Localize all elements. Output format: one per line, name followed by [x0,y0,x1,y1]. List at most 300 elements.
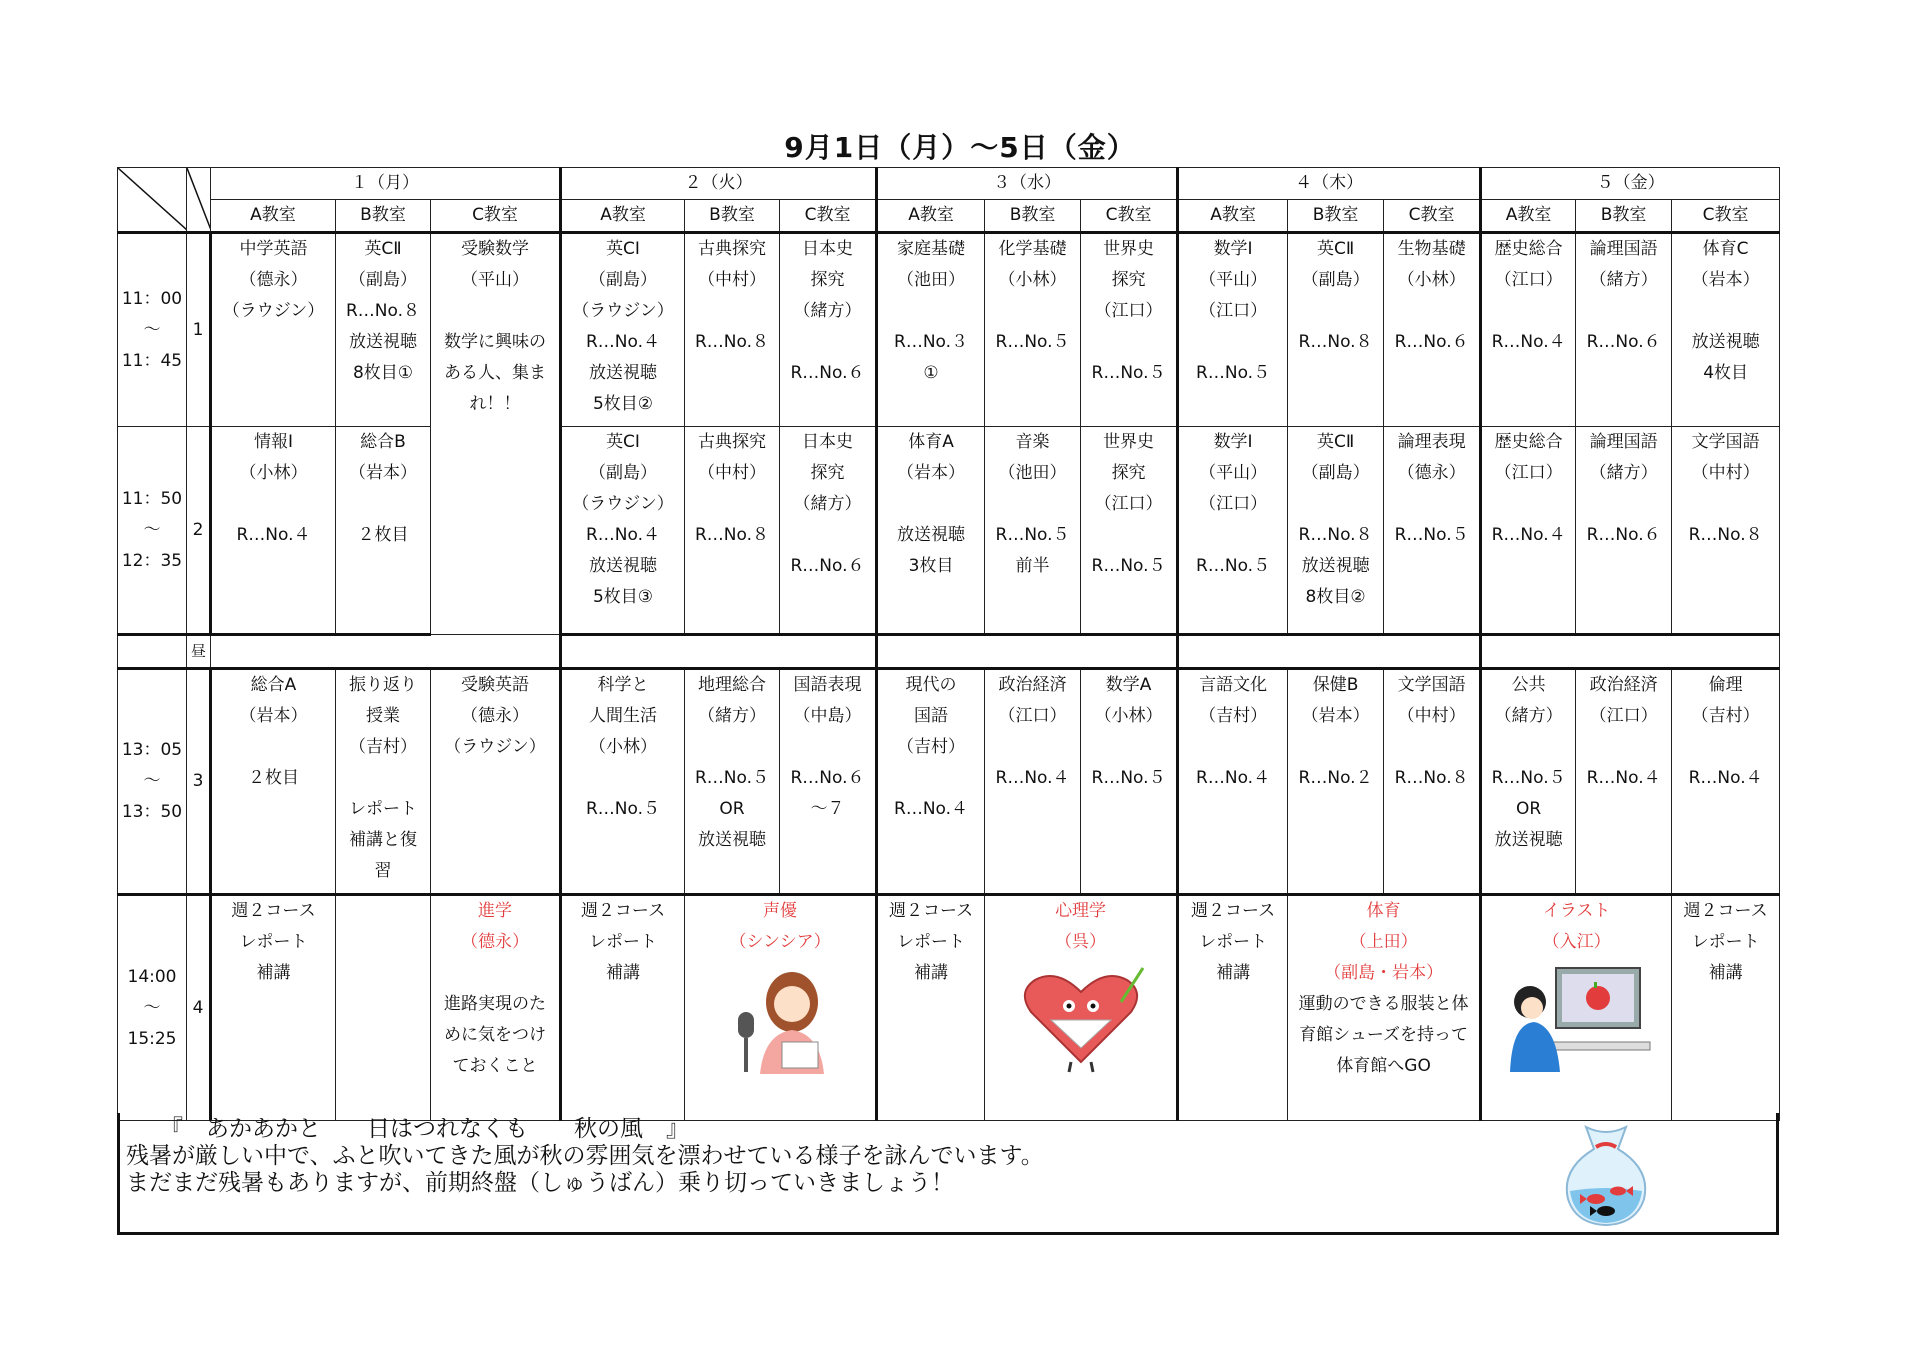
class-cell [431,669,561,895]
goldfish-bag-icon [1556,1119,1656,1229]
cell-line: （小林） [1094,706,1163,726]
cell-line: 英CⅠ [606,239,640,259]
cell-line [1179,520,1287,551]
cell-line [878,763,984,794]
class-cell [780,427,877,635]
cell-line: 数学Ⅰ [1213,239,1253,259]
room-header: C教室 [431,200,561,233]
cell-line: 科学と [597,675,649,695]
room-header: A教室 [877,200,985,233]
room-header: A教室 [561,200,685,233]
cell-line: （江口） [1199,494,1268,514]
cell-line [562,763,684,794]
cell-line: 体育C [1702,239,1749,259]
cell-line: （吉村） [1199,706,1268,726]
illustrator-computer-icon [1502,962,1652,1074]
cell-line [685,732,779,763]
cell-line: 現代の [905,675,957,695]
class-cell [877,669,985,895]
cell-line: （緒方） [793,301,862,321]
cell-line: レポート [1199,932,1268,952]
cell-line: （小林） [1397,270,1466,290]
cell-line: 音楽 [1015,432,1050,452]
cell-line [985,489,1080,520]
cell-line: 歴史総合 [1494,239,1563,259]
cell-line [1482,296,1575,327]
event-cell-shinrigaku [985,895,1178,1121]
cell-line: R…No.５ [1196,556,1271,576]
message-line: 残暑が厳しい中で、ふと吹いてきた風が秋の雰囲気を漂わせている様子を詠んでいます。 [126,1143,1044,1169]
cell-line: R…No.２ [1298,768,1373,788]
cell-line: 週２コース [231,901,316,921]
cell-line: 文学国語 [1397,675,1466,695]
cell-line: 補講 [606,963,641,983]
event-teacher: （上田） [1349,932,1418,952]
cell-line: （中村） [1691,463,1760,483]
class-cell [561,233,685,427]
cell-line: 放送視聴 [1691,332,1760,352]
lunch-label: 昼 [187,635,211,669]
cell-line [336,489,430,520]
class-cell [685,427,780,635]
class-cell [211,233,336,427]
period-number: 4 [187,895,211,1121]
cell-line [780,732,875,763]
cell-line: 前半 [1015,556,1050,576]
corner-diagonal-icon [118,168,187,230]
cell-line: 補講 [1708,963,1743,983]
cell-line [1576,732,1671,763]
corner-diagonal-icon [187,168,211,230]
cell-line: 8枚目① [352,363,414,383]
cell-line: （江口） [1494,463,1563,483]
cell-line [1179,327,1287,358]
class-cell [561,669,685,895]
lunch-cell [877,635,1178,669]
cell-line: （江口） [1094,301,1163,321]
class-cell [1081,233,1178,427]
cell-line: （德永） [1397,463,1466,483]
cell-line: （副島） [589,463,658,483]
cell-line: （中村） [1397,706,1466,726]
cell-line: 英CⅠ [606,432,640,452]
cell-line: （緒方） [1589,463,1658,483]
cell-line: R…No.４ [585,332,661,352]
cell-line: 5枚目③ [592,587,654,607]
room-header: A教室 [1178,200,1288,233]
time-line: ～ [143,519,161,540]
cell-line [1179,732,1287,763]
cell-line [212,489,335,520]
cell-line: （副島） [1301,463,1370,483]
day-header: １（月） [211,168,561,200]
event-note: 進路実現のために気をつけておくこと [444,994,546,1076]
message-line: まだまだ残暑もありますが、前期終盤（しゅうばん）乗り切っていきましょう！ [126,1170,954,1196]
cell-line [1081,520,1176,551]
lunch-cell [561,635,877,669]
cell-line [1081,732,1176,763]
cell-line: 受験英語 [461,675,529,695]
class-cell [1288,233,1384,427]
cell-line: 受験数学 [461,239,529,259]
cell-line: 3枚目 [908,556,954,576]
cell-line: 探究 [1111,270,1146,290]
cell-line: 補講 [256,963,291,983]
cell-line: 探究 [1111,463,1146,483]
lunch-cell [1481,635,1780,669]
cell-line: R…No.８ [694,332,770,352]
cell-line: 探究 [810,270,845,290]
room-header: B教室 [336,200,431,233]
period-time [118,669,187,895]
heart-character-icon [1011,962,1151,1074]
cell-line: 国語表現 [793,675,862,695]
corner-cell-narrow [187,168,211,233]
room-header: B教室 [685,200,780,233]
event-cell-seiyu [685,895,877,1121]
cell-line: （平山） [1199,270,1268,290]
cell-line [336,763,430,794]
event-teacher: （入江） [1542,932,1611,952]
class-cell [1481,669,1576,895]
event-cell-taiiku [1288,895,1481,1121]
cell-line: （江口） [1094,494,1163,514]
cell-line: 言語文化 [1199,675,1268,695]
class-cell [1178,233,1288,427]
cell-line: R…No.４ [1196,768,1271,788]
cell-line [878,296,984,327]
cell-line: R…No.８ [1298,332,1373,352]
room-header: A教室 [1481,200,1576,233]
cell-line: 国語 [914,706,949,726]
cell-line [878,489,984,520]
cell-line: 週２コース [1191,901,1276,921]
cell-line: 週２コース [580,901,666,921]
empty-cell [336,895,431,1121]
cell-line: （岩本） [1301,706,1370,726]
cell-line: R…No.５ [1091,363,1166,383]
cell-line [1672,489,1779,520]
class-cell [336,427,431,635]
class-cell [1384,669,1481,895]
cell-line: （ラウジン） [572,301,674,321]
cell-line: （副島） [1301,270,1370,290]
cell-line [1482,489,1575,520]
cell-line [1288,732,1383,763]
day-header: ５（金） [1481,168,1780,200]
class-cell [685,233,780,427]
cell-line: ～７ [810,799,845,819]
cell-line: R…No.４ [1586,768,1661,788]
lunch-cell [1178,635,1481,669]
cell-line: R…No.４ [894,799,969,819]
cell-line: （緒方） [1494,706,1563,726]
cell-line: レポート [239,932,308,952]
cell-line: 5枚目② [592,394,654,414]
class-cell [211,669,336,895]
cell-line: 政治経済 [998,675,1067,695]
time-line: 11：00 [121,288,183,309]
cell-line: レポート [1691,932,1760,952]
cell-line: （緒方） [1589,270,1658,290]
cell-line: （江口） [1494,270,1563,290]
day-header: ４（木） [1178,168,1481,200]
cell-line: 家庭基礎 [897,239,966,259]
cell-line: 総合A [250,675,297,695]
class-cell [1672,233,1780,427]
cell-line: （小林） [589,737,658,757]
cell-line: 補講と復 [349,830,417,850]
period-time [118,895,187,1121]
corner-cell [118,168,187,233]
cell-line: R…No.８ [1688,525,1763,545]
cell-line: OR [1516,799,1542,819]
cell-line: 放送視聴 [1301,556,1370,576]
cell-line: R…No.５ [995,332,1070,352]
cell-line: 放送視聴 [897,525,966,545]
cell-line: （池田） [998,463,1067,483]
cell-line: R…No.４ [1688,768,1763,788]
cell-line [1576,296,1671,327]
cell-line [1384,296,1479,327]
cell-line: R…No.６ [790,363,865,383]
class-cell [211,427,336,635]
voice-actor-icon [720,962,840,1074]
cell-line: R…No.３ [894,332,969,352]
cell-line [985,732,1080,763]
cell-line [685,489,779,520]
cell-line: （平山） [461,270,529,290]
cell-line: （平山） [1199,463,1268,483]
cell-line [1672,296,1779,327]
timetable [117,167,1780,1121]
cell-line: れ！！ [469,394,521,414]
cell-line: 倫理 [1708,675,1743,695]
room-header: C教室 [780,200,877,233]
cell-line: 週２コース [888,901,974,921]
cell-line: （岩本） [239,706,308,726]
cell-line: 授業 [366,706,400,726]
cell-line: 歴史総合 [1494,432,1563,452]
cell-line: 保健B [1312,675,1359,695]
cell-line: （德永） [461,706,529,726]
cell-line: 人間生活 [589,706,658,726]
period-number: 1 [187,233,211,427]
cell-line: R…No.４ [995,768,1070,788]
cell-line: 放送視聴 [589,556,658,576]
cell-line: 補講 [1216,963,1251,983]
cell-line: 英CⅡ [1316,432,1355,452]
cell-line: （ラウジン） [572,494,674,514]
cell-line: R…No.５ [1491,768,1566,788]
cell-line: 探究 [810,463,845,483]
cell-line: 数学に興味の [444,332,546,352]
class-cell [985,427,1081,635]
cell-line: （副島） [349,270,417,290]
class-cell [1481,427,1576,635]
event-teacher2: （副島・岩本） [1324,963,1444,983]
cell-line: R…No.４ [236,525,311,545]
period-number: 2 [187,427,211,635]
class-cell [561,427,685,635]
period-time [118,233,187,427]
event-note: 運動のできる服装と体育館シューズを持って体育館へGO [1298,994,1469,1076]
class-cell [1178,427,1288,635]
class-cell [685,669,780,895]
event-teacher: （呉） [1055,932,1107,952]
cell-line: R…No.８ [1394,768,1469,788]
class-cell [985,669,1081,895]
class-cell [1178,669,1288,895]
class-cell [1384,427,1481,635]
cell-line: R…No.５ [585,799,661,819]
cell-line: 4枚目 [1703,363,1749,383]
cell-line [1288,296,1383,327]
cell-line: （ラウジン） [444,737,546,757]
cell-line [1384,489,1479,520]
room-header: C教室 [1672,200,1780,233]
time-line: 12：35 [121,550,183,571]
cell-line [685,296,779,327]
cell-line: R…No.５ [694,768,770,788]
class-cell [1576,427,1672,635]
event-title: 声優 [763,901,798,921]
cell-line: ２枚目 [248,768,299,788]
class-cell [1672,669,1780,895]
cell-line: （江口） [998,706,1067,726]
cell-line: R…No.８ [1298,525,1373,545]
cell-line: 放送視聴 [349,332,417,352]
class-cell [877,233,985,427]
cell-line: 総合B [360,432,406,452]
cell-line [1672,732,1779,763]
cell-line: R…No.８ [694,525,770,545]
cell-line: （中村） [698,463,767,483]
cell-line: 振り返り [349,675,417,695]
room-header: C教室 [1384,200,1481,233]
cell-line: R…No.５ [1196,363,1271,383]
cell-line: 8枚目② [1305,587,1366,607]
cell-line: 古典探究 [698,239,767,259]
cell-line: ある人、集ま [444,363,546,383]
cell-line: ① [923,363,939,383]
cell-line: （岩本） [1691,270,1760,290]
cell-line: R…No.５ [995,525,1070,545]
cell-line: （德永） [239,270,308,290]
cell-line: レポート [589,932,658,952]
period-time [118,427,187,635]
cell-line: （江口） [1199,301,1268,321]
cell-line: 論理国語 [1589,432,1658,452]
cell-line: 数学A [1105,675,1152,695]
time-line: ～ [143,319,161,340]
cell-line: 公共 [1511,675,1546,695]
time-line: 13：50 [121,802,183,822]
cell-line: 生物基礎 [1397,239,1466,259]
cell-line: （中村） [698,270,767,290]
report-cell [1178,895,1288,1121]
cell-line: 放送視聴 [1494,830,1563,850]
room-header: A教室 [211,200,336,233]
cell-line: R…No.４ [1491,525,1566,545]
cell-line: （小林） [998,270,1067,290]
cell-line: 数学Ⅰ [1213,432,1253,452]
cell-line [1576,489,1671,520]
cell-line: 政治経済 [1589,675,1658,695]
cell-line: R…No.８ [345,301,421,321]
page-title: 9月1日（月）～5日（金） [784,131,1136,164]
time-line: 13：05 [121,740,183,760]
class-cell [1288,427,1384,635]
class-cell [780,233,877,427]
cell-line: （池田） [897,270,966,290]
cell-line: 中学英語 [239,239,308,259]
cell-line: （ラウジン） [222,301,325,321]
cell-line: R…No.５ [1091,556,1166,576]
cell-line: R…No.５ [1091,768,1166,788]
event-teacher: （シンシア） [729,932,831,952]
cell-line [1384,732,1479,763]
cell-line: R…No.６ [790,556,865,576]
cell-line [985,296,1080,327]
cell-line: （吉村） [897,737,966,757]
time-line: ～ [143,771,161,791]
period-number: 3 [187,669,211,895]
class-cell [431,233,561,635]
lunch-time-cell [118,635,187,669]
cell-line: R…No.６ [1394,332,1469,352]
report-cell [877,895,985,1121]
class-cell [336,669,431,895]
cell-line: 情報Ⅰ [253,432,293,452]
time-line: 11：50 [121,488,183,509]
class-cell [1384,233,1481,427]
cell-line: （岩本） [897,463,966,483]
cell-line: （小林） [239,463,308,483]
poem-line: 『 あかあかと 日はつれなくも 秋の風 』 [160,1116,689,1142]
cell-line: R…No.６ [1586,525,1661,545]
cell-line: （緒方） [698,706,767,726]
cell-line: 古典探究 [698,432,767,452]
event-title: イラスト [1542,901,1611,921]
cell-line: （江口） [1589,706,1658,726]
cell-line: （緒方） [793,494,862,514]
day-header: ３（水） [877,168,1178,200]
cell-line [431,296,559,327]
cell-line: レポート [897,932,966,952]
class-cell [336,233,431,427]
cell-line: 世界史 [1103,239,1155,259]
cell-line: R…No.６ [1586,332,1661,352]
cell-line: 日本史 [802,239,854,259]
cell-line: 放送視聴 [698,830,767,850]
cell-line: 化学基礎 [998,239,1067,259]
room-header: B教室 [1576,200,1672,233]
event-title: 心理学 [1055,901,1107,921]
cell-line: （岩本） [349,463,417,483]
cell-line: 英CⅡ [1316,239,1355,259]
cell-line: レポート [349,799,417,819]
cell-line: （吉村） [1691,706,1760,726]
cell-line: R…No.５ [1394,525,1469,545]
lunch-cell [211,635,561,669]
cell-line [1081,327,1176,358]
cell-line: 補講 [914,963,949,983]
report-cell [1672,895,1780,1121]
cell-line: 放送視聴 [589,363,658,383]
cell-line: （吉村） [349,737,417,757]
class-cell [780,669,877,895]
